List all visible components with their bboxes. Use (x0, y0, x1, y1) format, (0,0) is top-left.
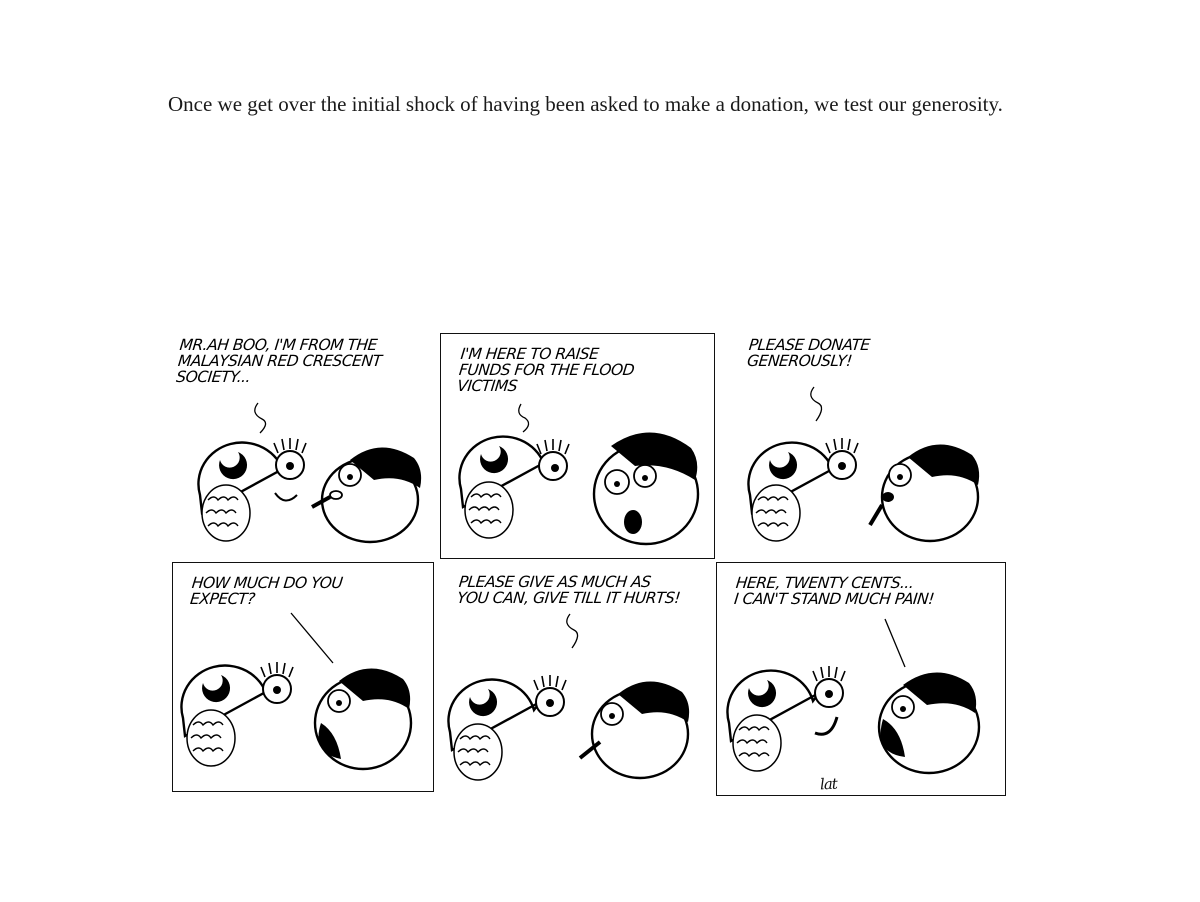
cartoon-art-5 (440, 562, 710, 792)
comic-panel-6 (716, 562, 1006, 796)
speech-bubble-1: MR.AH BOO, I'M FROM THE MALAYSIAN RED CRESCENT SOCIETY... (175, 336, 383, 386)
cartoon-art-1 (160, 325, 430, 555)
page-caption: Once we get over the initial shock of having been asked to make a donation, we test our generosity. (168, 92, 1003, 116)
cartoon-art-3 (730, 325, 1000, 555)
speech-bubble-5: PLEASE GIVE AS MUCH AS YOU CAN, GIVE TILL IT HURTS! (456, 573, 682, 607)
speech-bubble-2: I'M HERE TO RAISE FUNDS FOR THE FLOOD VICTIMS (456, 345, 636, 395)
speech-bubble-4: HOW MUCH DO YOU EXPECT? (189, 574, 344, 608)
comic-panel-2 (440, 333, 715, 559)
comic-panel-4 (172, 562, 434, 792)
comic-panel-1 (160, 325, 430, 555)
speech-bubble-6: HERE, TWENTY CENTS... I CAN'T STAND MUCH PAIN! (733, 574, 935, 608)
comic-strip (160, 325, 1020, 805)
cartoon-art-4 (173, 563, 435, 793)
cartoon-art-2 (441, 334, 716, 560)
speech-bubble-3: PLEASE DONATE GENEROUSLY! (746, 336, 871, 370)
cartoon-art-6 (717, 563, 1007, 797)
comic-panel-5 (440, 562, 710, 792)
artist-signature: lat (819, 774, 838, 794)
comic-panel-3 (730, 325, 1000, 555)
